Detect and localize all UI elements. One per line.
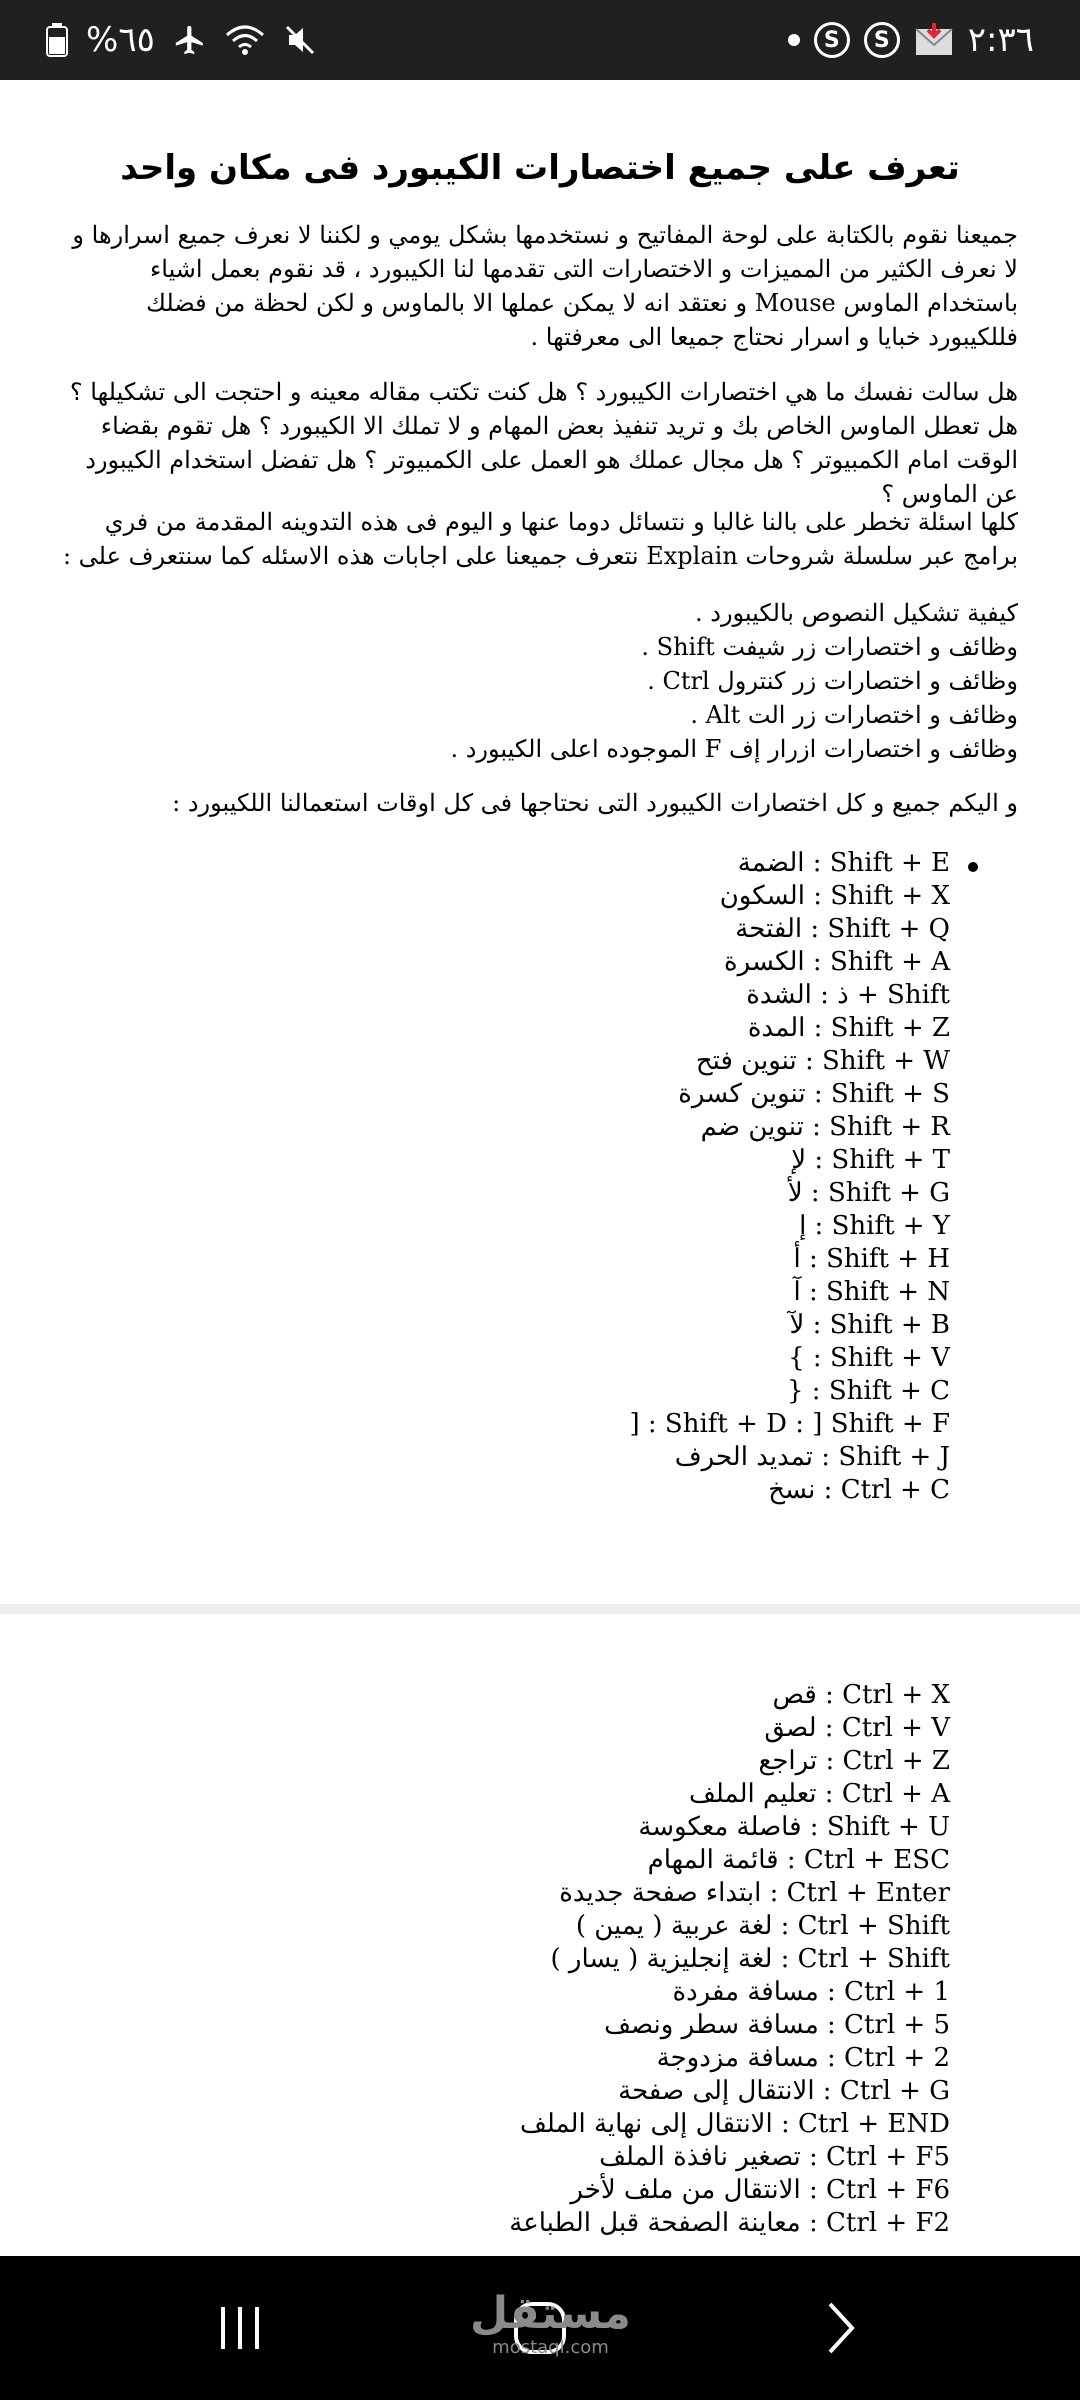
shortcut-item: Shift + E : الضمة (737, 848, 950, 878)
shortcut-item: Shift + B : لآ (789, 1310, 950, 1340)
dot-icon (788, 34, 800, 46)
topics-list (58, 596, 1018, 766)
shortcut-item: Shift + R : تنوين ضم (700, 1112, 950, 1142)
watermark-arabic: مستقل (470, 2288, 631, 2339)
paragraph-3: كلها اسئلة تخطر على بالنا غالبا و نتسائل دوما عنها و اليوم فى هذه التدوينه المقدمة من فري برامج عبر سلسلة شروحات Explain نتعرف جميعنا على اجابات هذه الاسئله كما سنتعرف على : (62, 508, 1018, 570)
watermark (470, 2290, 631, 2358)
shortcut-item: Ctrl + Shift : لغة عربية ( يمين ) (575, 1911, 950, 1941)
shortcut-item: Ctrl + F2 : معاينة الصفحة قبل الطباعة (509, 2208, 950, 2238)
shortcut-item: Ctrl + Shift : لغة إنجليزية ( يسار ) (550, 1944, 950, 1974)
shortcut-item: Shift + S : تنوين كسرة (678, 1079, 950, 1109)
list-item: كيفية تشكيل النصوص بالكيبورد . (695, 599, 1018, 627)
shortcut-item: Ctrl + G : الانتقال إلى صفحة (618, 2076, 950, 2106)
shortcut-item: Ctrl + ESC : قائمة المهام (647, 1845, 950, 1875)
shortcut-item: Ctrl + Enter : ابتداء صفحة جديدة (559, 1878, 950, 1908)
shortcut-item: Shift + Q : الفتحة (735, 914, 950, 944)
shortcut-item: Ctrl + 5 : مسافة سطر ونصف (604, 2010, 950, 2040)
shortcut-item: Ctrl + F6 : الانتقال من ملف لأخر (570, 2175, 950, 2205)
list-item: وظائف و اختصارات زر كنترول Ctrl . (647, 667, 1018, 695)
battery-percent: %٦٥ (86, 20, 155, 60)
shortcut-item: Ctrl + A : تعليم الملف (689, 1779, 950, 1809)
recents-icon (215, 2303, 265, 2353)
shortcut-item: Shift + ذ : الشدة (746, 980, 950, 1010)
paragraph-2: هل سالت نفسك ما هي اختصارات الكيبورد ؟ هل كنت تكتب مقاله معينه و احتجت الى تشكيلها ؟ هل تعطل الماوس الخاص بك و تريد تنفيذ بعض المهام و لا تملك الا الكيبورد ؟ هل تقوم بقضاء الوقت امام الكمبيوتر ؟ هل مجال عملك هو العمل على الكمبيوتر ؟ هل تفضل استخدام الكيبورد عن الماوس ؟ (69, 378, 1018, 508)
bullet-icon (968, 862, 978, 872)
list-item: وظائف و اختصارات زر الت Alt . (690, 701, 1018, 729)
s-app-icon: S (864, 22, 900, 58)
watermark-latin: mostaql.com (492, 2337, 609, 2358)
shortcut-item: Shift + N : آ (793, 1277, 950, 1307)
shortcut-item: Ctrl + F5 : تصغير نافذة الملف (599, 2142, 950, 2172)
shortcut-item: Shift + T : لإ (791, 1145, 950, 1175)
clock: ٢:٣٦ (967, 20, 1034, 60)
shortcut-item: Shift + Y : إ (799, 1211, 950, 1241)
shortcut-item: Ctrl + C : نسخ (768, 1475, 950, 1505)
page-title: تعرف على جميع اختصارات الكيبورد فى مكان واحد (120, 148, 960, 188)
chevron-right-icon (820, 2300, 860, 2356)
shortcut-item: Shift + Z : المدة (747, 1013, 950, 1043)
paragraph-1: جميعنا نقوم بالكتابة على لوحة المفاتيح و نستخدمها بشكل يومي و لكننا لا نعرف جميع اسرارها و لا نعرف الكثير من المميزات و الاختصارات التى تقدمها لنا الكيبورد ، قد نقوم بعمل اشياء باستخدام الماوس Mouse و نعتقد انه لا يمكن عملها الا بالماوس و لكن لحظة من فضلك فللكيبورد خبايا و اسرار نحتاج جميعا الى معرفتها . (72, 221, 1018, 351)
list-item: وظائف و اختصارات ازرار إف F الموجوده اعلى الكيبورد . (450, 735, 1018, 763)
shortcut-item: Shift + H : أ (793, 1244, 950, 1274)
shortcut-item: Ctrl + Z : تراجع (758, 1746, 950, 1776)
shortcut-item: Shift + G : لأ (787, 1178, 950, 1208)
shortcut-item: Shift + X : السكون (719, 881, 950, 911)
shortcut-item: Ctrl + X : قص (772, 1680, 950, 1710)
wifi-icon (225, 23, 265, 57)
back-button[interactable] (800, 2292, 880, 2364)
shortcut-item: Shift + A : الكسرة (723, 947, 950, 977)
shortcut-item: Shift + C : { (787, 1376, 950, 1406)
s-app-icon: S (814, 22, 850, 58)
status-bar (0, 0, 1080, 80)
intro-line: و اليكم جميع و كل اختصارات الكيبورد التى نحتاجها فى كل اوقات استعمالنا اللكيبورد : (172, 789, 1018, 817)
shortcuts-list-1 (629, 847, 950, 1507)
battery-icon (46, 23, 68, 57)
airplane-icon (173, 23, 207, 57)
status-bar-left (46, 0, 317, 80)
shortcut-item: Ctrl + 1 : مسافة مفردة (672, 1977, 950, 2007)
list-item: وظائف و اختصارات زر شيفت Shift . (641, 633, 1018, 661)
shortcut-item: Shift + J : تمديد الحرف (674, 1442, 950, 1472)
recents-button[interactable] (200, 2292, 280, 2364)
shortcuts-list-2 (509, 1679, 950, 2240)
status-bar-right (788, 0, 1034, 80)
shortcut-item: Shift + U : فاصلة معكوسة (638, 1812, 950, 1842)
shortcut-item: Ctrl + END : الانتقال إلى نهاية الملف (520, 2109, 950, 2139)
page-divider (0, 1604, 1080, 1614)
shortcut-item: Shift + D : ] Shift + F : [ (629, 1409, 950, 1439)
shortcut-item: Shift + V : } (788, 1343, 950, 1373)
mute-icon (283, 23, 317, 57)
shortcut-item: Ctrl + 2 : مسافة مزدوجة (656, 2043, 950, 2073)
shortcut-item: Ctrl + V : لصق (764, 1713, 950, 1743)
mail-icon (914, 23, 954, 57)
shortcut-item: Shift + W : تنوين فتح (695, 1046, 950, 1076)
